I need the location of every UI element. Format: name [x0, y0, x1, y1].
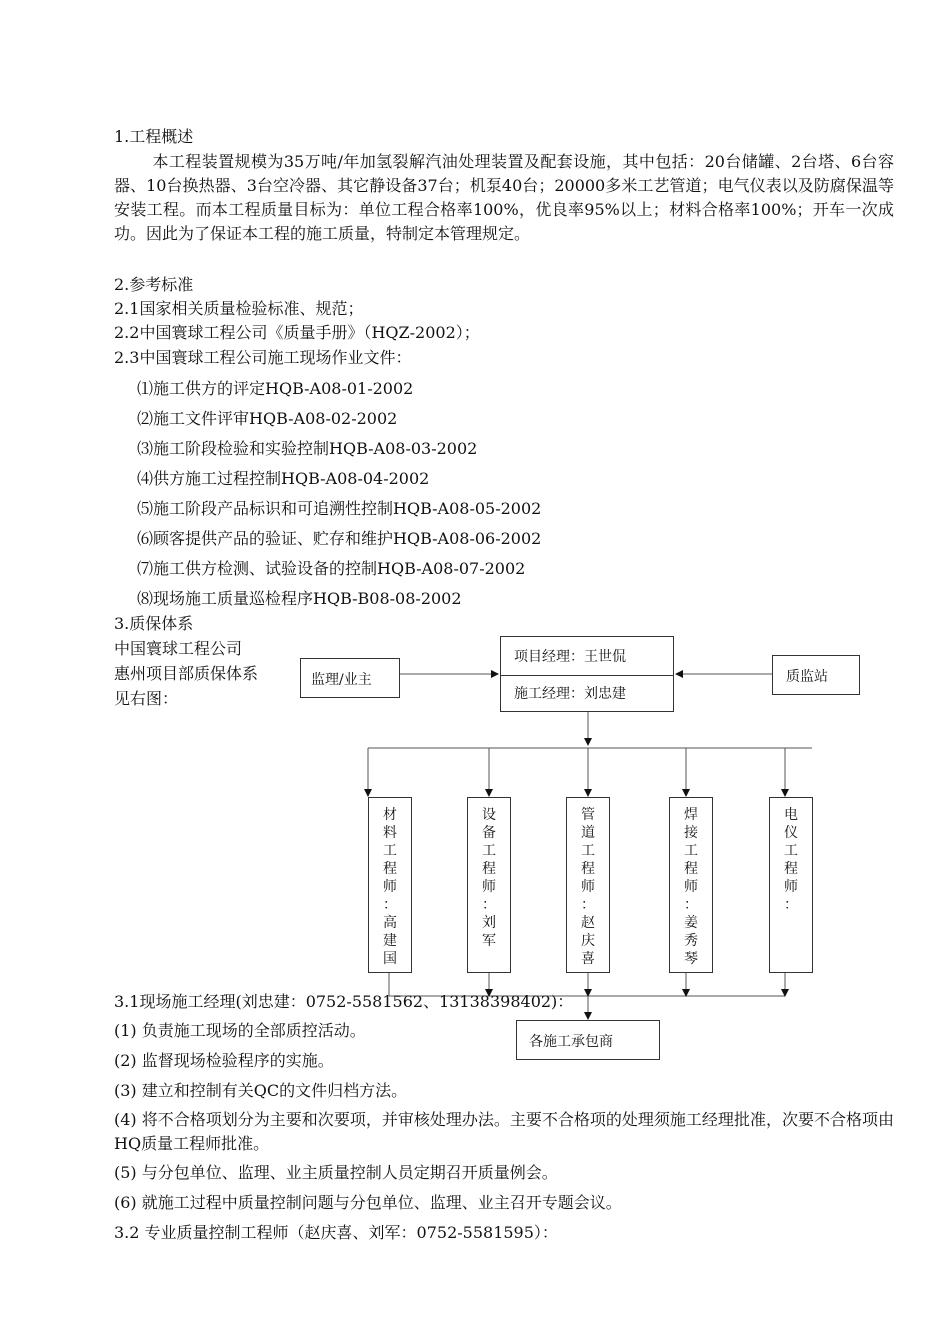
vertical-char: 管: [581, 807, 595, 823]
vertical-char: 程: [784, 861, 798, 877]
vertical-char: 师: [581, 879, 595, 895]
vertical-char: 庆: [581, 933, 595, 949]
contractors-box: 各施工承包商: [516, 1020, 660, 1060]
vertical-char: 师: [684, 879, 698, 895]
vertical-char: 设: [482, 807, 496, 823]
vertical-char: ：: [684, 897, 698, 913]
project-manager-label: 项目经理：王世侃: [514, 649, 626, 665]
vertical-char: 焊: [684, 807, 698, 823]
section-3-2-heading: 3.2 专业质量控制工程师（赵庆喜、刘军：0752-5581595）：: [114, 1223, 558, 1242]
section-3-heading: 3.质保体系: [114, 614, 194, 633]
section-2-item: 2.1国家相关质量检验标准、规范；: [114, 299, 364, 318]
section-2-heading: 2.参考标准: [114, 275, 194, 294]
doc-item: ⑺施工供方检测、试验设备的控制HQB-A08-07-2002: [137, 559, 526, 578]
vertical-char: 建: [383, 933, 397, 949]
vertical-char: 电: [784, 807, 798, 823]
vertical-char: 接: [684, 825, 698, 841]
supervisor-box: 监理/业主: [300, 658, 400, 698]
vertical-char: 程: [383, 861, 397, 877]
engineer-box-welding: [669, 797, 713, 973]
vertical-char: 姜: [684, 915, 698, 931]
doc-item: ⑵施工文件评审HQB-A08-02-2002: [137, 409, 398, 428]
vertical-char: 国: [383, 951, 397, 967]
section-2-item: 2.3中国寰球工程公司施工现场作业文件：: [114, 348, 412, 367]
engineer-box-piping: [566, 797, 610, 973]
section-3-1-heading: 3.1现场施工经理(刘忠建：0752-5581562、13138398402)：: [114, 992, 574, 1011]
vertical-char: 师: [784, 879, 798, 895]
section-3-1-item: (6) 就施工过程中质量控制问题与分包单位、监理、业主召开专题会议。: [114, 1193, 622, 1212]
vertical-char: 工: [581, 843, 595, 859]
doc-item: ⑸施工阶段产品标识和可追溯性控制HQB-A08-05-2002: [137, 499, 542, 518]
doc-item: ⑷供方施工过程控制HQB-A08-04-2002: [137, 469, 430, 488]
vertical-char: 程: [581, 861, 595, 877]
doc-item: ⑹顾客提供产品的验证、贮存和维护HQB-A08-06-2002: [137, 529, 542, 548]
vertical-char: 仪: [784, 825, 798, 841]
construction-manager-label: 施工经理：刘忠建: [514, 686, 626, 702]
section-1-heading: 1.工程概述: [114, 127, 194, 146]
doc-item: ⑻现场施工质量巡检程序HQB-B08-08-2002: [137, 589, 462, 608]
section-1-paragraph-text: 本工程装置规模为35万吨/年加氢裂解汽油处理装置及配套设施，其中包括：20台储罐、2台塔、6台容器、10台换热器、3台空冷器、其它静设备37台；机泵40台；20000多米工艺管道；电气仪表以及防腐保温等安装工程。而本工程质量目标为：单位工程合格率100%，优良率95%以上；材料合格率100%；开车一次成功。因此为了保证本工程的施工质量，特制定本管理规定。: [114, 152, 894, 243]
section-3-intro: 中国寰球工程公司: [114, 639, 243, 658]
vertical-char: ：: [482, 897, 496, 913]
vertical-char: 材: [383, 807, 397, 823]
vertical-char: 工: [784, 843, 798, 859]
vertical-char: 琴: [684, 951, 698, 967]
vertical-char: 师: [482, 879, 496, 895]
doc-item: ⑶施工阶段检验和实验控制HQB-A08-03-2002: [137, 439, 478, 458]
vertical-char: 备: [482, 825, 496, 841]
manager-box: [500, 636, 674, 712]
section-3-1-item: (4) 将不合格项划分为主要和次要项，并审核处理办法。主要不合格项的处理须施工经理批准，次要不合格项由HQ质量工程师批准。: [114, 1110, 894, 1153]
vertical-char: 工: [383, 843, 397, 859]
vertical-char: 秀: [684, 933, 698, 949]
vertical-char: 程: [684, 861, 698, 877]
section-2-item: 2.2中国寰球工程公司《质量手册》（HQZ-2002）；: [114, 323, 480, 342]
section-3-1-item: (2) 监督现场检验程序的实施。: [114, 1051, 334, 1070]
vertical-char: 军: [482, 933, 496, 949]
vertical-char: 刘: [482, 915, 496, 931]
vertical-char: 师: [383, 879, 397, 895]
vertical-char: 料: [383, 825, 397, 841]
engineer-box-material: [368, 797, 412, 973]
vertical-char: ：: [581, 897, 595, 913]
engineer-box-electrical: [769, 797, 813, 973]
section-3-1-item: (1) 负责施工现场的全部质控活动。: [114, 1021, 366, 1040]
quality-station-box: 质监站: [772, 655, 860, 695]
doc-item: ⑴施工供方的评定HQB-A08-01-2002: [137, 379, 414, 398]
section-3-1-item: (5) 与分包单位、监理、业主质量控制人员定期召开质量例会。: [114, 1163, 558, 1182]
section-3-intro: 见右图：: [114, 689, 179, 708]
vertical-char: 工: [482, 843, 496, 859]
vertical-char: 工: [684, 843, 698, 859]
vertical-char: 道: [581, 825, 595, 841]
engineer-box-equipment: [467, 797, 511, 973]
section-3-intro: 惠州项目部质保体系: [114, 664, 259, 683]
vertical-char: 高: [383, 915, 397, 931]
vertical-char: 赵: [581, 915, 595, 931]
section-3-1-item: (3) 建立和控制有关QC的文件归档方法。: [114, 1081, 408, 1100]
vertical-char: ：: [784, 897, 798, 913]
vertical-char: 喜: [581, 951, 595, 967]
vertical-char: 程: [482, 861, 496, 877]
vertical-char: ：: [383, 897, 397, 913]
